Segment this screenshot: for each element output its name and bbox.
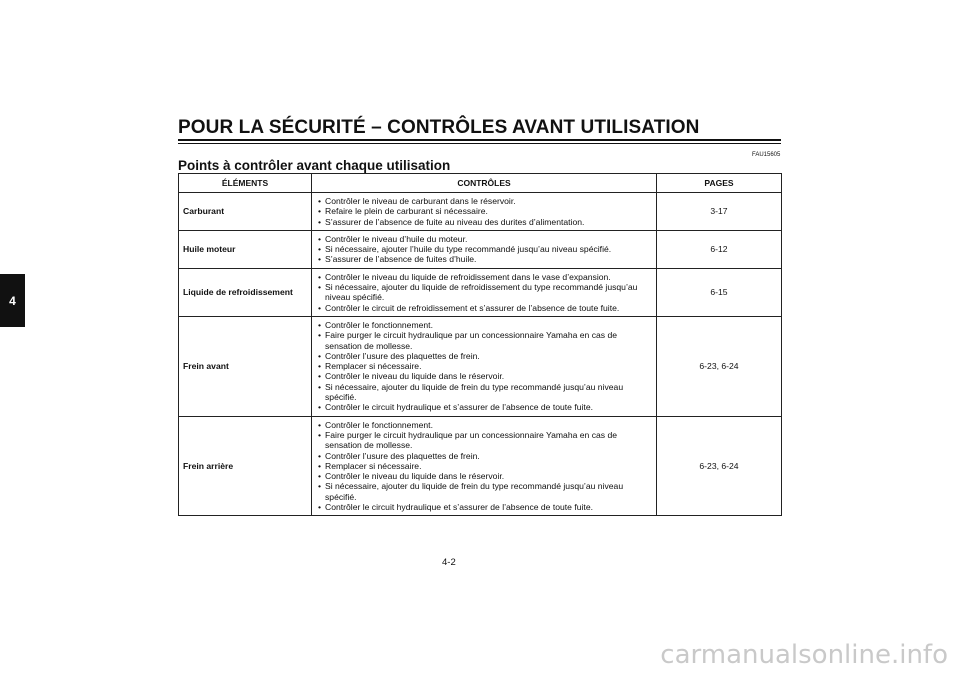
item-name: Frein arrière	[179, 416, 312, 516]
item-name: Huile moteur	[179, 230, 312, 268]
check-item: • S’assurer de l’absence de fuite au niveau des durites d’alimentation.	[318, 217, 654, 227]
header-pages: PAGES	[657, 174, 782, 193]
check-item: • Contrôler l’usure des plaquettes de frein.	[318, 451, 654, 461]
checks-cell	[312, 193, 657, 231]
title-rule	[178, 139, 781, 141]
pages-ref: 6-23, 6-24	[657, 316, 782, 416]
check-item: • Contrôler le niveau du liquide dans le réservoir.	[318, 471, 654, 481]
check-item: • Contrôler le niveau d’huile du moteur.	[318, 234, 654, 244]
item-name: Frein avant	[179, 316, 312, 416]
check-item: • Remplacer si nécessaire.	[318, 361, 654, 371]
check-item: • Si nécessaire, ajouter du liquide de frein du type recommandé jusqu’au niveau spécifié.	[318, 481, 654, 502]
check-item: • Contrôler le niveau du liquide de refroidissement dans le vase d’expansion.	[318, 272, 654, 282]
check-item: • Contrôler le fonctionnement.	[318, 420, 654, 430]
check-item: • Faire purger le circuit hydraulique par un concessionnaire Yamaha en cas de sensation de mollesse.	[318, 330, 654, 351]
checks-cell	[312, 230, 657, 268]
reference-code: FAU15605	[752, 152, 781, 158]
table-row	[179, 268, 782, 316]
check-item: • Contrôler l’usure des plaquettes de frein.	[318, 351, 654, 361]
item-name: Carburant	[179, 193, 312, 231]
check-item: • Contrôler le circuit hydraulique et s’assurer de l’absence de toute fuite.	[318, 402, 654, 412]
check-list	[318, 272, 654, 313]
check-item: • Contrôler le circuit de refroidissement et s’assurer de l’absence de toute fuite.	[318, 303, 654, 313]
title-rule-thin	[178, 143, 781, 144]
pages-ref: 3-17	[657, 193, 782, 231]
chapter-tab: 4	[0, 274, 25, 327]
check-item: • Contrôler le niveau de carburant dans le réservoir.	[318, 196, 654, 206]
checks-cell	[312, 416, 657, 516]
check-list	[318, 320, 654, 413]
page-title: POUR LA SÉCURITÉ – CONTRÔLES AVANT UTILISATION	[178, 117, 700, 138]
checks-table	[178, 173, 782, 516]
check-item: • Faire purger le circuit hydraulique par un concessionnaire Yamaha en cas de sensation de mollesse.	[318, 430, 654, 451]
header-controles: CONTRÔLES	[312, 174, 657, 193]
section-heading: Points à contrôler avant chaque utilisation	[178, 158, 451, 173]
check-item: • Si nécessaire, ajouter l’huile du type recommandé jusqu’au niveau spécifié.	[318, 244, 654, 254]
check-list	[318, 420, 654, 513]
pages-ref: 6-15	[657, 268, 782, 316]
watermark: carmanualsonline.info	[660, 640, 948, 670]
check-item: • Contrôler le circuit hydraulique et s’assurer de l’absence de toute fuite.	[318, 502, 654, 512]
item-name: Liquide de refroidissement	[179, 268, 312, 316]
check-item: • Contrôler le fonctionnement.	[318, 320, 654, 330]
checks-cell	[312, 268, 657, 316]
check-list	[318, 196, 654, 227]
check-item: • Si nécessaire, ajouter du liquide de refroidissement du type recommandé jusqu’au niveau spécifié.	[318, 282, 654, 303]
check-item: • Contrôler le niveau du liquide dans le réservoir.	[318, 371, 654, 381]
table-row	[179, 416, 782, 516]
pages-ref: 6-23, 6-24	[657, 416, 782, 516]
table-row	[179, 193, 782, 231]
check-item: • Refaire le plein de carburant si nécessaire.	[318, 206, 654, 216]
table-row	[179, 230, 782, 268]
check-item: • Remplacer si nécessaire.	[318, 461, 654, 471]
table-header-row	[179, 174, 782, 193]
checks-cell	[312, 316, 657, 416]
pages-ref: 6-12	[657, 230, 782, 268]
check-list	[318, 234, 654, 265]
check-item: • Si nécessaire, ajouter du liquide de frein du type recommandé jusqu’au niveau spécifié.	[318, 382, 654, 403]
header-elements: ÉLÉMENTS	[179, 174, 312, 193]
page-number: 4-2	[442, 557, 456, 568]
table-row	[179, 316, 782, 416]
check-item: • S’assurer de l’absence de fuites d’huile.	[318, 254, 654, 264]
